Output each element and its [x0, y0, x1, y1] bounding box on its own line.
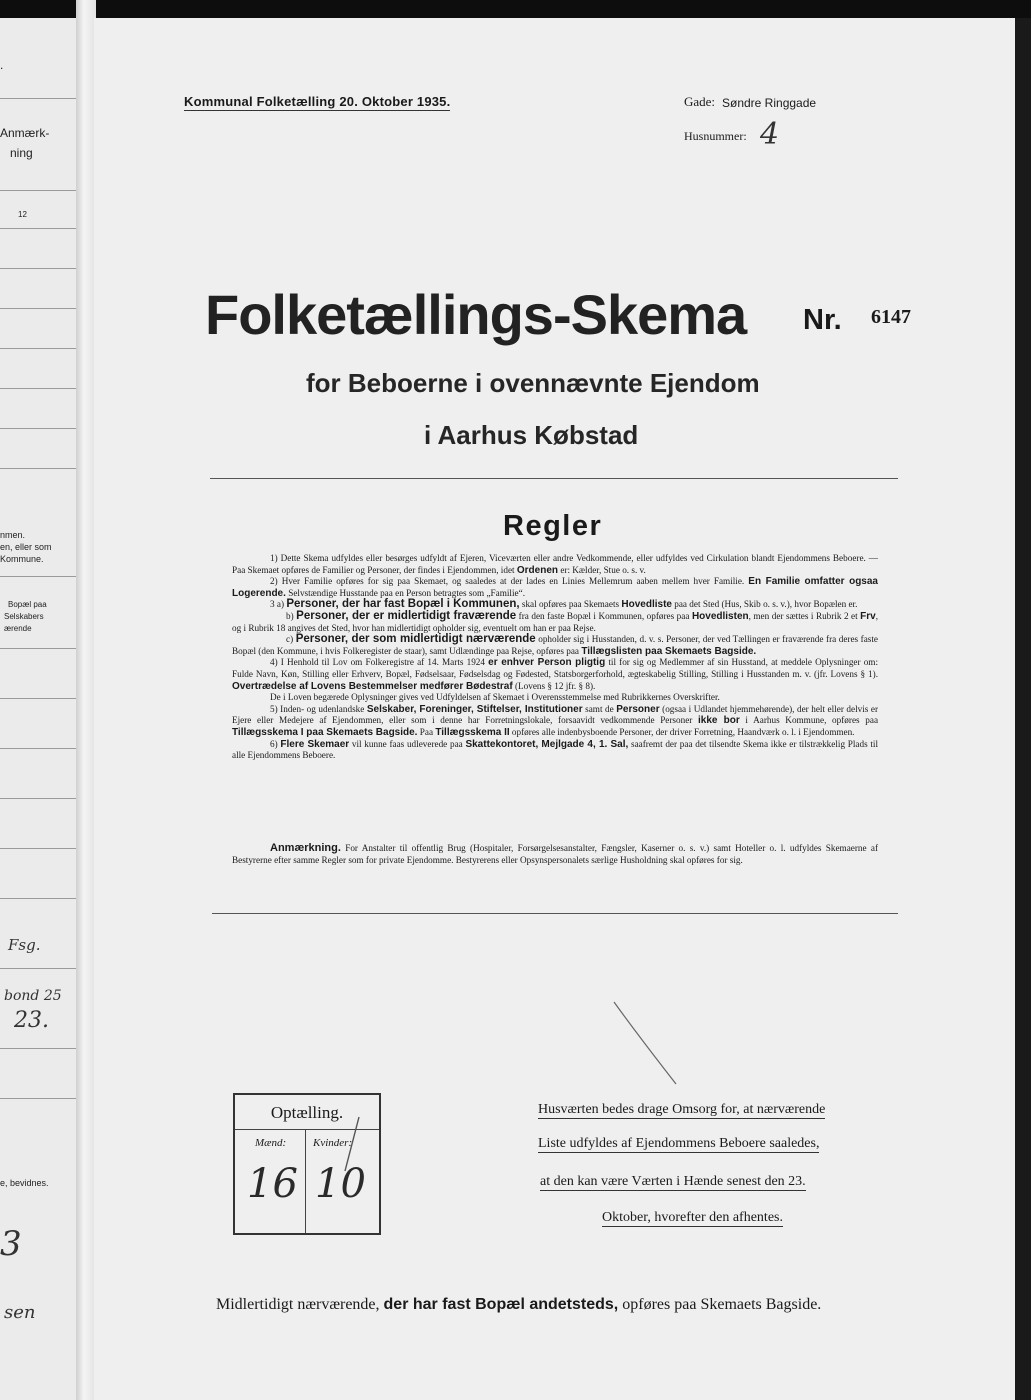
count-box — [233, 1093, 381, 1235]
left-rule — [0, 898, 78, 899]
rule-text: (ogsaa i Udlandet hjemmehørende), der helt eller delvis er Ejere eller Medejere af Ejendommen, eller som i denne har Forretningslokale, forsaavidt vedkommende Personer — [232, 703, 879, 726]
rule-5 — [232, 704, 878, 739]
rule-text: De i Loven begærede Oplysninger gives ved Udfyldelsen af Skemaet i Overensstemmelse med Rubrikkernes Overskrifter. — [270, 692, 720, 703]
rule-text: skal opføres paa Skemaets — [521, 599, 620, 610]
form-number-value: 6147 — [871, 306, 911, 328]
left-text: nmen. — [0, 530, 26, 540]
footer-text: opføres paa Skemaets Bagside. — [622, 1296, 822, 1313]
rule-text: er: Kælder, Stue o. s. v. — [560, 564, 646, 575]
remark-text: For Anstalter til offentlig Brug (Hospitaler, Forsørgelsesanstalter, Fængsler, Kaserner o. s. v.) samt Hoteller o. l. udfyldes Skemaerne af Bestyrerne efter samme Regler som for private Ejendomme. Bestyrerens eller Opsynspersonalets særlige Husholdning skal opføres for sig. — [232, 843, 879, 865]
left-handwriting: bond 25 — [4, 988, 62, 1004]
rule-text: vil kunne faas udleverede paa — [351, 738, 463, 749]
men-label: Mænd: — [255, 1137, 287, 1149]
left-rule — [0, 468, 78, 469]
rule-3b — [232, 611, 878, 634]
rule-2 — [232, 576, 878, 599]
form-title: Folketællings-Skema — [205, 283, 747, 346]
left-rule — [0, 308, 78, 309]
left-column-number: 12 — [18, 210, 27, 219]
rule-emphasis: Personer — [616, 703, 660, 715]
rule-text: til for sig og Medlemmer af sin Husstand, at meddele Oplysninger om: Fulde Navn, Køn, Stilling eller Erhverv, Bopæl, Fødselsaar, Fødselsdag og Fødested, Statsborgerforhold, ægteskabelig Stilling, Stilling i Husstanden m. v. (jfr. Lovens § 1). — [232, 657, 879, 679]
rule-emphasis: Overtrædelse af Lovens Bestemmelser medfører Bødestraf — [232, 680, 513, 692]
book-spine — [76, 0, 96, 1400]
rule-emphasis: Skattekontoret, Mejlgade 4, 1. Sal, — [465, 738, 629, 750]
rule-emphasis: ikke bor — [698, 715, 740, 727]
divider — [210, 478, 898, 479]
left-rule — [0, 576, 78, 577]
left-rule — [0, 388, 78, 389]
rule-text: saafremt der paa det tilsendte Skema ikke er tilstrækkelig Plads til alle Ejendommens Beboere. — [232, 738, 879, 761]
left-rule — [0, 98, 78, 99]
rule-text: opholder sig i Husstanden, d. v. s. Personer, der ved Tællingen er fraværende fra deres faste Bopæl (den Kommune, i hvis Folkeregister de staar), samt Udlændinge paa Rejse, opføres paa — [232, 634, 879, 656]
left-text: ærende — [4, 624, 32, 633]
footer-note — [216, 1296, 821, 1314]
rule-text: fra den faste Bopæl i Kommunen, opføres paa — [518, 610, 690, 621]
left-rule — [0, 428, 78, 429]
left-rule — [0, 748, 78, 749]
pencil-mark — [610, 998, 680, 1088]
form-number-label: Nr. — [803, 304, 842, 336]
rule-text: 3 a) — [270, 599, 285, 610]
rule-4-cont — [232, 692, 878, 704]
rule-emphasis: Tillægsskema I paa Skemaets Bagside. — [232, 726, 418, 738]
women-label: Kvinder: — [313, 1137, 353, 1149]
rule-6 — [232, 739, 878, 762]
rule-text: b) — [286, 610, 294, 621]
rule-text: Selvstændige Husstande paa en Person betragtes som „Familie“. — [288, 587, 525, 598]
footer-emphasis: der har fast Bopæl andetsteds, — [383, 1296, 619, 1313]
census-header: Kommunal Folketælling 20. Oktober 1935. — [184, 94, 451, 109]
rule-emphasis: Tillægsskema II — [435, 726, 510, 738]
left-rule — [0, 698, 78, 699]
rule-3c — [232, 634, 878, 657]
left-rule — [0, 190, 78, 191]
footer-text: Midlertidigt nærværende, — [216, 1296, 380, 1313]
left-rule — [0, 348, 78, 349]
left-handwriting: 23. — [14, 1008, 49, 1033]
rule-text: i Aarhus Kommune, opføres paa — [745, 715, 879, 726]
rule-emphasis: Personer, der som midlertidigt nærværende — [295, 633, 536, 646]
landlord-notice-line: Liste udfyldes af Ejendommens Beboere saaledes, — [538, 1136, 820, 1151]
rule-emphasis: er enhver Person pligtig — [488, 657, 606, 669]
left-rule — [0, 798, 78, 799]
count-title: Optælling. — [270, 1103, 344, 1122]
left-page-dot: . — [0, 58, 4, 72]
rule-text: 2) Hver Familie opføres for sig paa Skemaet, og saaledes at der lades en Linies Mellemrum aaben mellem hver Familie. — [270, 576, 745, 587]
left-handwriting: sen — [4, 1302, 36, 1323]
landlord-notice-line: Oktober, hvorefter den afhentes. — [602, 1210, 783, 1225]
rule-4 — [232, 657, 878, 692]
street-label: Gade: — [684, 94, 716, 109]
left-rule — [0, 848, 78, 849]
landlord-notice-line: at den kan være Værten i Hænde senest den 23. — [540, 1174, 806, 1189]
rule-emphasis: Personer, der har fast Bopæl i Kommunen, — [286, 598, 520, 611]
remark-label: Anmærkning. — [270, 842, 341, 854]
left-rule — [0, 968, 78, 969]
rule-emphasis: Hovedlisten — [691, 610, 749, 622]
rule-emphasis: Flere Skemaer — [280, 738, 350, 750]
left-rule — [0, 1098, 78, 1099]
rule-text: 1) Dette Skema udfyldes eller besørges udfyldt af Ejeren, Viceværten eller andre Vedkommende, eller udfyldes ved Cirkulation blandt Ejendommens Beboere. — Paa Skemaet opføres de Familier og Personer, der findes i Ejendommen, idet — [232, 553, 878, 575]
rules-heading: Regler — [503, 510, 603, 542]
form-subtitle: for Beboerne i ovennævnte Ejendom — [306, 368, 760, 398]
left-text: en, eller som — [0, 542, 52, 552]
rule-text: , og i Rubrik 18 angives det Sted, hvor han midlertidigt opholder sig, eventuelt om han er paa Rejse. — [232, 610, 879, 633]
rule-text: 5) Inden- og udenlandske — [270, 703, 365, 714]
left-rule — [0, 1048, 78, 1049]
rule-text: (Lovens § 12 jfr. § 8). — [514, 680, 596, 691]
rule-text: 6) — [270, 738, 278, 749]
left-text: e, bevidnes. — [0, 1178, 49, 1188]
page-edge-shadow — [1015, 18, 1031, 1400]
rule-text: , men der sættes i Rubrik 2 et — [748, 610, 858, 621]
divider — [212, 913, 898, 914]
left-column-heading: Anmærk- — [0, 126, 50, 140]
house-number-label: Husnummer: — [684, 129, 747, 143]
left-text: Bopæl paa — [8, 600, 47, 609]
rule-text: Paa — [419, 726, 434, 737]
rule-text: opføres alle indenbysboende Personer, der driver Forretning, Haandværk o. l. i Ejendommen. — [511, 726, 855, 737]
rule-emphasis: Frv — [860, 610, 876, 622]
left-handwriting: Fsg. — [8, 936, 41, 954]
landlord-notice-line: Husværten bedes drage Omsorg for, at nærværende — [538, 1102, 826, 1117]
form-subtitle-city: i Aarhus Købstad — [424, 420, 639, 450]
rule-emphasis: Selskaber, Foreninger, Stiftelser, Institutioner — [366, 703, 583, 715]
count-divider — [305, 1129, 306, 1233]
women-count: 10 — [315, 1161, 366, 1207]
rule-1 — [232, 553, 878, 576]
left-page-strip — [0, 18, 78, 1400]
rule-emphasis: Ordenen — [516, 564, 559, 576]
rule-text: samt de — [585, 703, 614, 714]
rules-text — [232, 553, 878, 762]
left-rule — [0, 648, 78, 649]
left-rule — [0, 228, 78, 229]
men-count: 16 — [247, 1161, 298, 1207]
left-text: Selskabers — [4, 612, 44, 621]
rule-emphasis: Personer, der er midlertidigt fraværende — [296, 609, 517, 622]
rule-text: c) — [286, 634, 294, 645]
left-handwriting: 3 — [0, 1224, 22, 1264]
street-value: Søndre Ringgade — [722, 96, 817, 110]
left-rule — [0, 268, 78, 269]
rule-emphasis: Hovedliste — [621, 599, 672, 611]
rule-text: 4) I Henhold til Lov om Folkeregistre af 14. Marts 1924 — [270, 657, 485, 668]
pencil-mark — [331, 1115, 371, 1175]
rule-text: paa det Sted (Hus, Skib o. s. v.), hvor Bopælen er. — [674, 599, 858, 610]
rule-emphasis: Tillægslisten paa Skemaets Bagside. — [581, 645, 757, 657]
left-text: Kommune. — [0, 554, 44, 564]
remark-paragraph — [232, 843, 878, 866]
rule-emphasis: En Familie omfatter ogsaa Logerende. — [232, 576, 878, 599]
house-number-value: 4 — [760, 117, 780, 152]
left-column-heading-2: ning — [10, 146, 33, 160]
